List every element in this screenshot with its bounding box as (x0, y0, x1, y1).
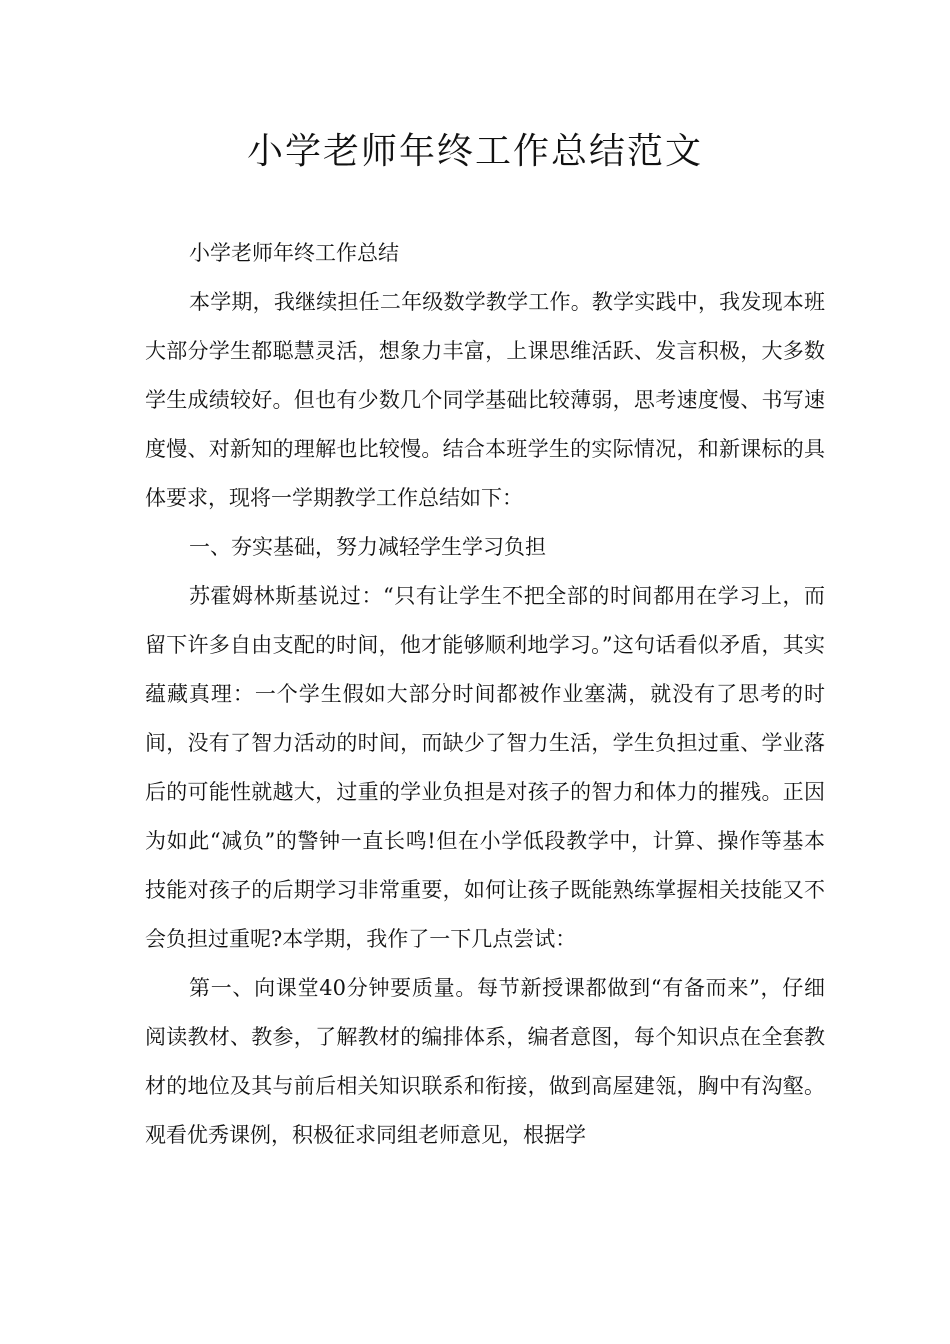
section-heading: 一、夯实基础，努力减轻学生学习负担 (189, 535, 546, 559)
document-body (145, 229, 825, 1160)
paragraph: 本学期，我继续担任二年级数学教学工作。教学实践中，我发现本班大部分学生都聪慧灵活，想象力丰富，上课思维活跃、发言积极，大多数学生成绩较好。但也有少数几个同学基础比较薄弱，思考速度慢、书写速度慢、对新知的理解也比较慢。结合本班学生的实际情况，和新课标的具体要求，现将一学期教学工作总结如下： (145, 290, 825, 510)
paragraph-heading: 小学老师年终工作总结 (189, 241, 399, 265)
document-title: 小学老师年终工作总结范文 (246, 131, 703, 172)
paragraph: 第一、向课堂40分钟要质量。每节新授课都做到“有备而来”，仔细阅读教材、教参，了解教材的编排体系，编者意图，每个知识点在全套教材的地位及其与前后相关知识联系和衔接，做到高屋建瓴，胸中有沟壑。观看优秀课例，积极征求同组老师意见，根据学 (145, 976, 825, 1147)
paragraph: 苏霍姆林斯基说过：“只有让学生不把全部的时间都用在学习上，而留下许多自由支配的时间，他才能够顺利地学习。”这句话看似矛盾，其实蕴藏真理：一个学生假如大部分时间都被作业塞满，就没有了思考的时间，没有了智力活动的时间，而缺少了智力生活，学生负担过重、学业落后的可能性就越大，过重的学业负担是对孩子的智力和体力的摧残。正因为如此“减负”的警钟一直长鸣!但在小学低段教学中，计算、操作等基本技能对孩子的后期学习非常重要，如何让孩子既能熟练掌握相关技能又不会负担过重呢?本学期，我作了一下几点尝试： (145, 584, 825, 951)
